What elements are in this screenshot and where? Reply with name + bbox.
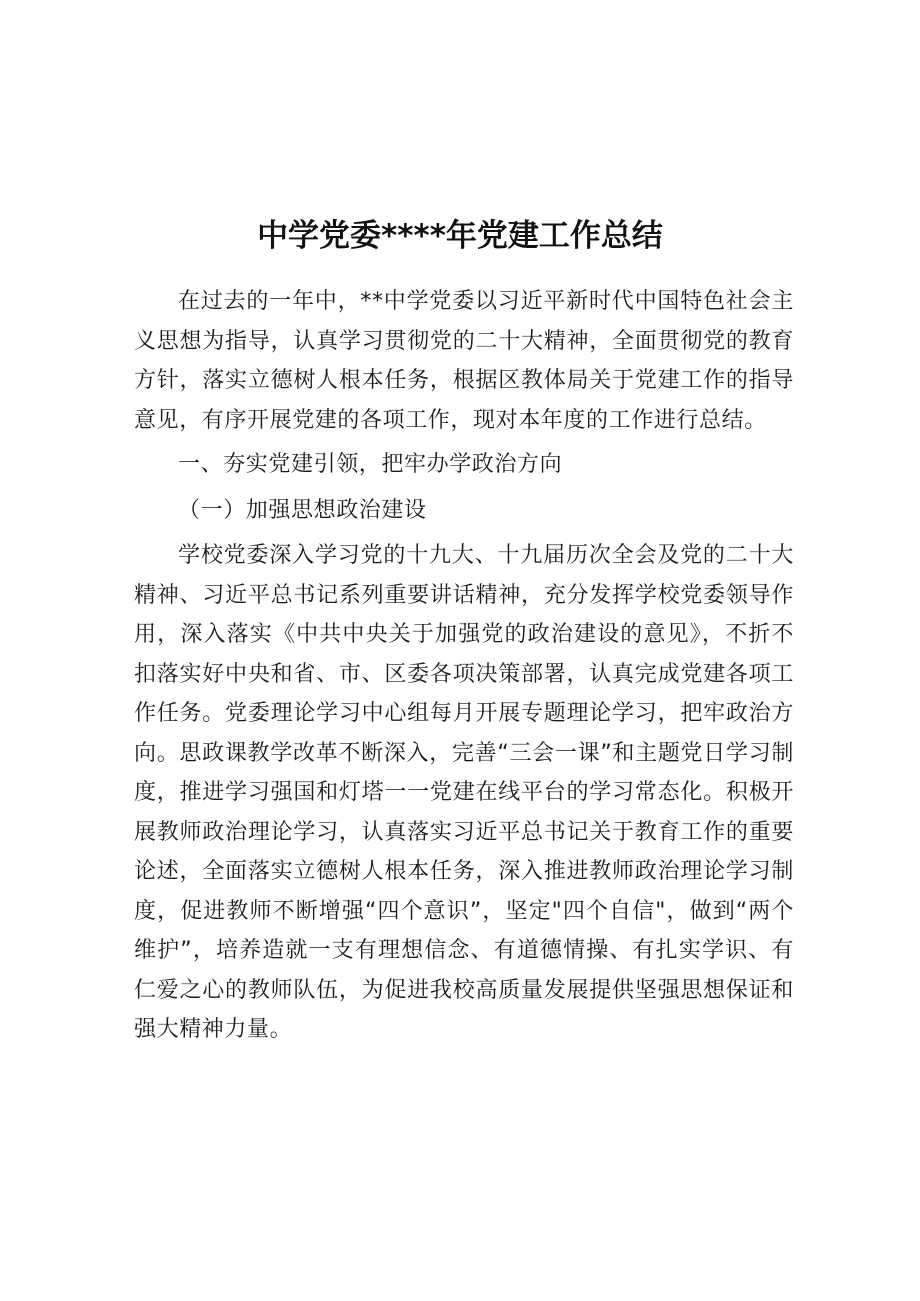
intro-paragraph: 在过去的一年中，**中学党委以习近平新时代中国特色社会主义思想为指导，认真学习贯彻党的二十大精神，全面贯彻党的教育方针，落实立德树人根本任务，根据区教体局关于党建工作的指导意见，有序开展党建的各项工作，现对本年度的工作进行总结。 (134, 289, 794, 433)
subsection-heading: （一）加强思想政治建设 (178, 497, 427, 523)
body-paragraph: 学校党委深入学习党的十九大、十九届历次全会及党的二十大精神、习近平总书记系列重要讲话精神，充分发挥学校党委领导作用，深入落实《中共中央关于加强党的政治建设的意见》，不折不扣落实好中央和省、市、区委各项决策部署，认真完成党建各项工作任务。党委理论学习中心组每月开展专题理论学习，把牢政治方向。思政课教学改革不断深入，完善“三会一课”和主题党日学习制度，推进学习强国和灯塔一一党建在线平台的学习常态化。积极开展教师政治理论学习，认真落实习近平总书记关于教育工作的重要论述，全面落实立德树人根本任务，深入推进教师政治理论学习制度，促进教师不断增强“四个意识”，坚定"四个自信"，做到“两个维护”，培养造就一支有理想信念、有道德情操、有扎实学识、有仁爱之心的教师队伍，为促进我校高质量发展提供坚强思想保证和强大精神力量。 (134, 543, 794, 1042)
document-title: 中学党委****年党建工作总结 (257, 218, 663, 254)
document-body (134, 282, 794, 1055)
section-heading: 一、夯实党建引领，把牢办学政治方向 (178, 452, 563, 477)
